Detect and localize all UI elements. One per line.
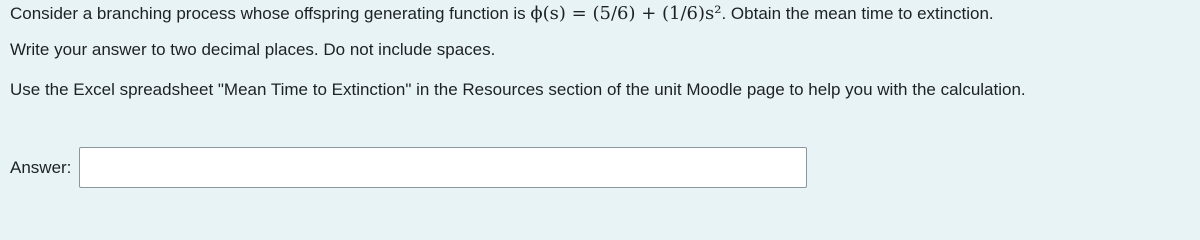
question-line-3: Use the Excel spreadsheet "Mean Time to Extinction" in the Resources section of the unit Moodle page to help you with the calculation.: [10, 80, 1026, 99]
answer-label: Answer:: [10, 158, 72, 177]
question-instruction: . Obtain the mean time to extinction.: [721, 4, 994, 23]
answer-row: [10, 145, 807, 189]
answer-input[interactable]: [79, 147, 807, 188]
generating-function-formula: ϕ(s) = (5/6) + (1/6)s²: [530, 3, 722, 24]
question-line-2: Write your answer to two decimal places. Do not include spaces.: [10, 40, 496, 59]
question-line-1: [10, 3, 994, 25]
question-intro: Consider a branching process whose offspring generating function is: [10, 4, 531, 23]
